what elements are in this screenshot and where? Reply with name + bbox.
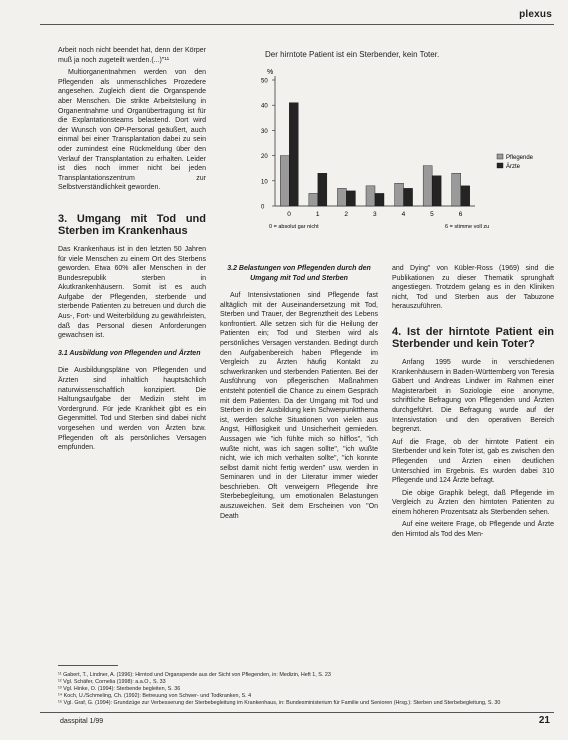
footnote: ¹⁵ Vgl. Graf, G. (1994): Grundzüge zur Verbesserung der Sterbebegleitung im Krankenhaus, in: Bundesministerium für Familie und Senioren (Hrsg.): Sterben und Sterbebegleitung, S. 30 [58, 700, 501, 706]
y-tick-label: 20 [261, 154, 268, 161]
paragraph: Anfang 1995 wurde in verschiedenen Krankenhäusern in Baden-Württemberg von Teresia Gäbert und Andreas Lindwer im Rahmen einer Magisterarbeit in Soziologie eine anonyme, schriftliche Befragung von Pflegenden und Ärzten durchgeführt. Die Befragung wurde auf der Intensivstation und den operativen Bereich begrenzt. [392, 358, 554, 434]
footer-rule [40, 712, 554, 713]
bar-pflegende [337, 188, 346, 206]
bar-aerzte [432, 176, 441, 206]
y-tick-label: 0 [261, 204, 265, 211]
footnote: ¹² Vgl. Schäfer, Cornelia (1998): a.a.O., S. 33 [58, 679, 166, 685]
chart-svg [235, 44, 555, 244]
paragraph: and Dying" von Kübler-Ross (1969) sind die Publikationen zu dieser Thematik sprunghaft angestiegen. Trotzdem gelang es in den Kliniken nicht, Tod und Sterben aus der Tabuzone herauszuführen. [392, 265, 554, 311]
bar-aerzte [404, 188, 413, 206]
legend-swatch [497, 163, 503, 168]
subsection-heading: 3.2 Belastungen von Pflegenden durch den Umgang mit Tod und Sterben [227, 265, 371, 282]
paragraph: Arbeit noch nicht beendet hat, denn der Körper muß ja noch zugeteilt werden.(...)"¹¹ [58, 47, 206, 64]
y-tick-label: 50 [261, 78, 268, 85]
section-heading: 3. Umgang mit Tod und Sterben im Krankenhaus [58, 212, 206, 237]
bar-pflegende [280, 156, 289, 206]
legend-swatch [497, 154, 503, 159]
bar-pflegende [452, 173, 461, 206]
paragraph: Multiorganentnahmen werden von den Pflegenden als unmenschliches Prozedere angesehen. Zugleich dient die Organspende aber Menschen. Die strikte Arbeitsteilung in Organentnahme und Organübertragung ist für die Explantationsteams belastend. Dort wird der Wunsch von OP-Personal geäußert, auch einmal bei einer Transplantation dabei zu sein oder zumindest eine Rückmeldung über den Verlauf der Transplantation zu erhalten. Leider ist dies noch immer nicht bei jeden Transplantationszentrum zur Selbstverständlichkeit geworden. [58, 69, 206, 192]
chart-title: Der hirntote Patient ist ein Sterbender, kein Toter. [265, 50, 440, 59]
footnotes [58, 672, 554, 707]
paragraph: Auf Intensivstationen sind Pflegende fast alltäglich mit der Auseinandersetzung mit Tod, Sterben und Trauer, der Begrenztheit des Lebens konfrontiert. Alle setzen sich für die Heilung der Patienten ein; Tod und Sterben wird als persönliches Versagen verstanden. Bedingt durch den Aufgabenbereich haben Pflegende im Vergleich zu Ärzten häufig Kontakt zu schwerkranken und sterbenden Patienten. Bei der Ausführung von pflegerischen Maßnahmen entsteht potentiell die Chance zu einem Gespräch mit dem Patienten. Da der Umgang mit Tod und Sterben in der Ausbildung kein Schwerpunktthema ist, werden solche Situationen von vielen aus Angst, Hilflosigkeit und Unsicherheit gemieden. Aussagen wie "ich fühlte mich so hilflos", "ich wußte nicht, was ich sagen sollte", "ich wußte nicht, wie ich mich verhalten sollte", "ich konnte selbst damit nicht fertig werden" usw. werden in Seminaren und in der Literatur immer wieder beschrieben. Oft verweigern Pflegende ihre Sterbebegleitung, um emotionalen Belastungen auszuweichen. Seit dem Erscheinen von "On Death [220, 292, 378, 520]
x-axis-note-right: 6 = stimme voll zu [445, 224, 490, 230]
bar-chart [235, 44, 555, 244]
x-tick-label: 2 [344, 211, 349, 218]
journal-name: dasspital 1/99 [60, 718, 104, 725]
bar-pflegende [366, 186, 375, 206]
column-3 [392, 264, 554, 543]
paragraph: Auf die Frage, ob der hirntote Patient ein Sterbender und kein Toter ist, gab es zwischen den Pflegenden und Ärzten einen deutlichen Unterschied im Ergebnis. Es wurden dabei 310 Pflegende und 124 Ärzte befragt. [392, 438, 554, 485]
x-tick-label: 0 [287, 211, 291, 218]
header-rule [40, 24, 554, 25]
footnote: ¹⁴ Koch, U./Schmeling, Ch. (1992): Betreuung von Schwer- und Todkranken, S. 4 [58, 693, 252, 699]
bar-aerzte [318, 173, 327, 206]
x-axis-note-left: 0 = absolut gar nicht [269, 224, 319, 230]
paragraph: Das Krankenhaus ist in den letzten 50 Jahren für viele Menschen zu einem Ort des Sterbens geworden. Etwa 60% aller Menschen in der Bundesrepublik sterben in Akutkrankenhäusern. Somit ist es auch Aufgabe der Pflegenden, sterbende und sterbende Patienten zu betreuen und durch die Aus-, Fort- und Weiterbildung zu gewährleisten, daß das Personal diesen Anforderungen gewachsen ist. [58, 245, 206, 340]
x-tick-label: 4 [401, 211, 406, 218]
page-number: 21 [538, 715, 550, 726]
bar-pflegende [309, 193, 318, 206]
legend-label: Ärzte [506, 164, 521, 170]
bar-pflegende [423, 166, 432, 206]
y-tick-label: 40 [261, 103, 268, 110]
y-axis-label: % [267, 69, 274, 76]
x-tick-label: 5 [430, 211, 434, 218]
x-tick-label: 1 [315, 211, 320, 218]
paragraph: Die Ausbildungspläne von Pflegenden und Ärzten sind inhaltlich hauptsächlich naturwissenschaftlich konzipiert. Die Haltungsaufgabe der Medizin steht im Vordergrund. Für jede Krankheit gibt es ein Gegenmittel. Tod und Sterben sind dabei nicht vorgesehen und werden von Ärzten bzw. Pflegenden oft als persönliches Versagen empfunden. [58, 367, 206, 452]
subsection-heading: 3.1 Ausbildung von Pflegenden und Ärzten [58, 349, 201, 357]
footnote-rule [58, 665, 118, 666]
footnote: ¹³ Vgl. Hinke, O. (1994): Sterbende begleiten, S. 36 [58, 686, 181, 692]
bar-pflegende [395, 183, 404, 206]
paragraph: Die obige Graphik belegt, daß Pflegende im Vergleich zu Ärzten den hirntoten Patienten zu einem höheren Prozentsatz als Sterbenden sehen. [392, 489, 554, 516]
bar-aerzte [346, 191, 355, 206]
column-2 [220, 264, 378, 524]
legend-label: Pflegende [506, 155, 534, 161]
paragraph: Auf eine weitere Frage, ob Pflegende und Ärzte den Hirntod als Tod des Men- [392, 521, 554, 539]
footnote: ¹¹ Gabert, T., Lindner, A. (1996): Hirntod und Organspende aus der Sicht von Pflegenden, in: Medizin, Heft 1, S. 23 [58, 672, 331, 678]
column-1 [58, 46, 206, 456]
bar-aerzte [375, 193, 384, 206]
section-tag: plexus [519, 9, 552, 20]
bar-aerzte [461, 186, 470, 206]
y-tick-label: 30 [261, 128, 268, 135]
x-tick-label: 6 [458, 211, 463, 218]
y-tick-label: 10 [261, 179, 268, 186]
section-heading: 4. Ist der hirntote Patient ein Sterbender und kein Toter? [392, 325, 554, 350]
x-tick-label: 3 [373, 211, 377, 218]
bar-aerzte [289, 103, 298, 206]
